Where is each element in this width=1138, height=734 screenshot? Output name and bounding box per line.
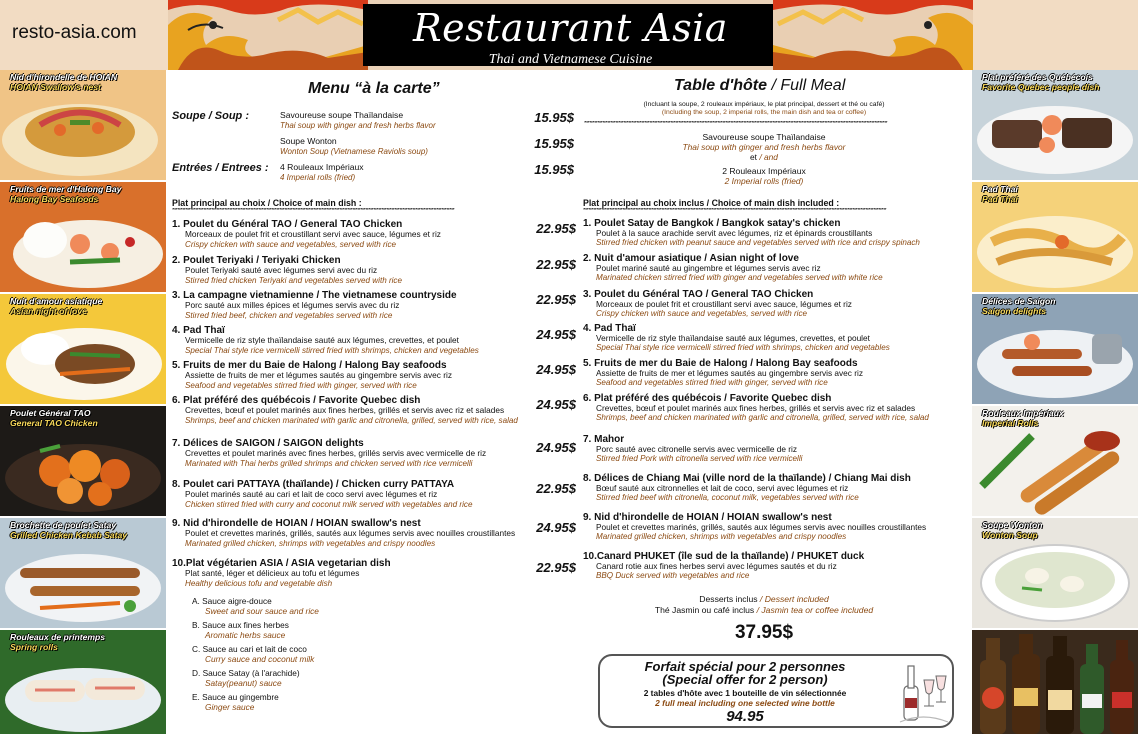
price: 24.95$ [536,520,576,535]
price: 15.95$ [534,136,574,151]
dish-desc-fr: Poulet et crevettes marinés, grillés, sautés aux légumes servis avec nouilles croustillantes [185,528,516,538]
dish-desc-en: Stirred fried Pork with citronella served with rice vermicelli [596,454,803,464]
dish-desc-fr: Crevettes, bœuf et poulet marinés aux fines herbes, grillés et servis avec riz et salades [185,405,505,415]
price: 22.95$ [536,257,576,272]
dish-desc-fr: Assiette de fruits de mer et légumes sautés au gingembre servis avec riz [596,368,864,378]
sauce-option[interactable] [192,596,392,616]
dish-desc-en: Stirred fried beef, chicken and vegetables served with rice [185,310,393,320]
beer-bottles-photo[interactable] [972,630,1138,734]
price: 24.95$ [536,362,576,377]
sauce-name-fr: E. Sauce au gingembre [192,692,279,702]
thai-dragon-ornament-left [168,0,368,70]
menu-dish[interactable] [172,558,576,588]
price: 15.95$ [534,110,574,125]
photo-caption: Plat préféré des Québécois Favorite Quebec people dish [982,72,1100,92]
menu-dish[interactable] [172,219,576,249]
photo-caption: Nuit d'amour asiatique Asian night of love [10,296,103,316]
dish-desc-en: Healthy delicious tofu and vegetable dish [185,578,333,588]
dish-desc-fr: Crevettes, bœuf et poulet marinés aux fines herbes, grillés et servis avec riz et salades [596,403,916,413]
table-d-hote-heading-fr: Table d'hôte [674,77,767,94]
dish-desc-en: Stirred fried beef with citronella, coconut milk, vegetables served with rice [596,493,859,503]
photo-tile[interactable] [0,294,166,404]
dish-desc-en: Marinated with Thai herbs grilled shrimps and chicken served with rice vermicelli [185,458,473,468]
photo-tile[interactable] [972,182,1138,292]
price: 22.95$ [536,292,576,307]
tea-line [580,605,948,615]
dish-desc-fr: Bœuf sauté aux citronnelles et lait de coco, servi avec légumes et riz [596,483,849,493]
dish-desc-fr: Crevettes et poulet marinés avec fines herbes, grillés servis avec vermicelle de riz [185,448,487,458]
photo-tile[interactable] [972,518,1138,628]
dish-desc-en: Marinated grilled chicken, shrimps with vegetables and crispy noodles [596,532,847,542]
sauce-name-fr: D. Sauce Satay (à l'arachide) [192,668,300,678]
entrees-label: Entrées / Entrees : [172,162,269,174]
dish-desc-en: Shrimps, beef and chicken marinated with garlic and citronella, grilled, served with rice, salad [185,415,518,425]
dish-name: 3. La campagne vietnamienne / The vietnamese countryside [172,290,457,301]
dish-desc-fr: Plat santé, léger et délicieux au tofu et légumes [185,568,360,578]
special-offer-box[interactable] [598,654,954,728]
and-connector [580,152,948,162]
menu-dish[interactable] [583,551,971,581]
special-offer-subtitle: (Special offer for 2 person) [662,672,828,687]
dish-name: 1. Poulet Satay de Bangkok / Bangkok satay's chicken [583,218,841,229]
dish-name: 5. Fruits de mer du Baie de Halong / Halong Bay seafoods [172,360,447,371]
right-photo-column [972,70,1138,734]
dish-desc-fr: Poulet Teriyaki sauté avec légumes servi avec du riz [185,265,378,275]
dish-name: 10.Plat végétarien ASIA / ASIA vegetarian dish [172,558,391,569]
photo-tile[interactable] [0,518,166,628]
entree-name-en: 4 Imperial rolls (fried) [280,173,356,182]
included-note-en: (Including the soup, 2 imperial rolls, the main dish and tea or coffee) [661,109,867,116]
sauce-name-fr: B. Sauce aux fines herbes [192,620,289,630]
header [0,0,1138,70]
dish-desc-fr: Poulet à la sauce arachide servit avec légumes, riz et épinards croustillants [596,228,873,238]
sauce-name-fr: C. Sauce au cari et lait de coco [192,644,307,654]
soup-name-fr: Soupe Wonton [280,136,337,146]
dish-desc-en: Seafood and vegetables stirred fried with ginger, served with rice [185,380,417,390]
dish-desc-en: Stirred fried chicken Teriyaki and vegetables served with rice [185,275,402,285]
menu-dish[interactable] [172,518,576,548]
price: 22.95$ [536,560,576,575]
divider-stars: ******************************************************************************************************************** [584,121,888,127]
menu-dish[interactable] [172,255,576,285]
sauce-option[interactable] [192,644,392,664]
dish-name: 9. Nid d'hirondelle de HOIAN / HOIAN swallow's nest [583,512,832,523]
dish-name: 6. Plat préféré des québécois / Favorite Quebec dish [172,395,421,406]
price: 22.95$ [536,221,576,236]
main-dish-heading: Plat principal au choix / Choice of main dish : [172,198,362,208]
dish-name: 10.Canard PHUKET (île sud de la thaïlande) / PHUKET duck [583,551,865,562]
dish-desc-en: Marinated chicken stirred fried with ginger and vegetables served with white rice [596,273,883,283]
photo-tile[interactable] [972,294,1138,404]
hote-rolls-fr: 2 Rouleaux Impériaux [722,166,806,176]
menu-dish[interactable] [172,325,576,355]
menu-dish[interactable] [583,473,971,503]
photo-tile[interactable] [0,406,166,516]
price: 22.95$ [536,481,576,496]
menu-dish[interactable] [583,393,971,423]
dish-desc-en: BBQ Duck served with vegetables and rice [596,571,750,581]
menu-dish[interactable] [172,395,576,425]
dish-name: 2. Poulet Teriyaki / Teriyaki Chicken [172,255,341,266]
soup-row [172,110,574,136]
menu-dish[interactable] [583,289,971,319]
menu-dish[interactable] [583,358,971,388]
included-note-fr: (Incluant la soupe, 2 rouleaux impériaux, le plat principal, dessert et thé ou café) [643,101,885,108]
hote-rolls-en: 2 Imperial rolls (fried) [724,176,804,186]
table-d-hote-heading [674,77,845,95]
entrees-row [172,162,574,188]
menu-dish[interactable] [583,512,971,542]
sauce-option[interactable] [192,668,392,688]
menu-dish[interactable] [172,438,576,468]
photo-caption: Rouleaux Impériaux Imperial Rolls [982,408,1064,428]
dish-name: 2. Nuit d'amour asiatique / Asian night of love [583,253,799,264]
sauce-name-en: Aromatic herbs sauce [205,630,286,640]
special-offer-desc-fr: 2 tables d'hôte avec 1 bouteille de vin sélectionnée [643,688,847,698]
dish-name: 9. Nid d'hirondelle de HOIAN / HOIAN swallow's nest [172,518,421,529]
dish-name: 8. Poulet cari PATTAYA (thaïlande) / Chicken curry PATTAYA [172,479,455,490]
restaurant-subtitle: Thai and Vietnamese Cuisine [488,52,653,67]
dessert-line [580,594,948,604]
dish-desc-fr: Canard rotie aux fines herbes servi avec légumes sautés et du riz [596,561,837,571]
sauce-option[interactable] [192,692,392,712]
a-la-carte-heading: Menu “à la carte” [308,80,440,97]
beer-bottles-image [972,630,1138,734]
photo-tile[interactable] [972,406,1138,516]
photo-caption: Fruits de mer d'Halong Bay Halong Bay Seafoods [10,184,122,204]
photo-caption: Poulet Général TAO General TAO Chicken [10,408,98,428]
divider-stars: ******************************************************************************************************************** [583,208,887,214]
dessert-fr: Desserts inclus [699,594,758,604]
menu-dish[interactable] [583,323,971,353]
header-banner [168,0,973,70]
dish-desc-fr: Poulet et crevettes marinés, grillés, sautés aux légumes servis avec nouilles croustillantes [596,522,927,532]
wine-bottle-glasses-icon [896,660,950,724]
sauce-name-en: Curry sauce and coconut milk [205,654,315,664]
entree-name-fr: 4 Rouleaux Impériaux [280,162,364,172]
and-fr: et [750,152,758,162]
tea-en: / Jasmin tea or coffee included [754,605,874,615]
hote-main-heading-block [583,198,971,214]
title-panel [363,4,778,66]
price: 15.95$ [534,162,574,177]
dish-desc-fr: Morceaux de poulet frit et croustillant servi avec sauce, légumes et riz [185,229,441,239]
menu-dish[interactable] [172,479,576,509]
dish-name: 7. Mahor [583,434,625,445]
special-offer-title: Forfait spécial pour 2 personnes [644,659,846,674]
dish-name: 4. Pad Thaï [172,325,225,336]
table-d-hote-heading-en: / Full Meal [767,77,846,94]
site-url[interactable]: resto-asia.com [12,22,137,43]
dish-desc-en: Crispy chicken with sauce and vegetables, served with rice [596,309,807,319]
price: 24.95$ [536,397,576,412]
soup-name-en: Thai soup with ginger and fresh herbs flavor [280,121,436,130]
dish-name: 5. Fruits de mer du Baie de Halong / Halong Bay seafoods [583,358,858,369]
dish-desc-fr: Morceaux de poulet frit et croustillant servi avec sauce, légumes et riz [596,299,852,309]
dish-desc-en: Stirred fried chicken with peanut sauce and vegetables served with rice and crispy spinach [596,238,920,248]
dish-desc-en: Seafood and vegetables stirred fried with ginger, served with rice [596,378,828,388]
special-offer-price: 94.95 [726,708,764,725]
photo-tile[interactable] [972,70,1138,180]
dish-desc-fr: Assiette de fruits de mer et légumes sautés au gingembre servis avec riz [185,370,453,380]
menu-dish[interactable] [583,434,971,464]
table-d-hote-section [580,70,972,734]
photo-caption: Brochette de poulet Satay Grilled Chicken Kebab Satay [10,520,128,540]
dish-name: 6. Plat préféré des québécois / Favorite Quebec dish [583,393,832,404]
hote-soup-en: Thai soup with ginger and fresh herbs flavor [682,142,846,152]
dish-desc-fr: Porc sauté aux milles épices et légumes servis avec du riz [185,300,400,310]
divider-stars: ************************************************************************************************************ [172,208,455,214]
dish-desc-en: Marinated grilled chicken, shrimps with vegetables and crispy noodles [185,538,436,548]
menu-dish[interactable] [583,253,971,283]
sauce-name-fr: A. Sauce aigre-douce [192,596,272,606]
soup-label: Soupe / Soup : [172,110,249,122]
soup-row [172,136,574,162]
dish-desc-fr: Porc sauté avec citronelle servis avec vermicelle de riz [596,444,798,454]
left-photo-column [0,70,166,734]
dish-name: 4. Pad Thaï [583,323,636,334]
menu-dish[interactable] [172,290,576,320]
table-d-hote-price: 37.95$ [734,622,794,643]
photo-caption: Rouleaux de printemps Spring rolls [10,632,106,652]
soup-name-en: Wonton Soup (Vietnamese Raviolis soup) [280,147,428,156]
sauce-name-en: Satay(peanut) sauce [205,678,282,688]
main-dish-heading-block [172,198,572,214]
photo-tile[interactable] [0,182,166,292]
dish-desc-fr: Vermicelle de riz style thaïlandaise sauté aux légumes, crevettes, et poulet [596,333,870,343]
dish-name: 8. Délices de Chiang Mai (ville nord de la thaïlande) / Chiang Mai dish [583,473,911,484]
photo-tile[interactable] [0,70,166,180]
tea-fr: Thé Jasmin ou café inclus [654,605,755,615]
dish-name: 7. Délices de SAIGON / SAIGON delights [172,438,364,449]
photo-caption: Délices de Saigon Saigon delights [982,296,1056,316]
thai-dragon-ornament-right [773,0,973,70]
dish-desc-en: Chicken stirred fried with curry and coconut milk served with vegetables and rice [185,499,473,509]
dish-desc-en: Shrimps, beef and chicken marinated with garlic and citronella, grilled, served with rice, salad [596,413,929,423]
hote-soup-fr: Savoureuse soupe Thaïlandaise [702,132,826,142]
menu-dish[interactable] [172,360,576,390]
sauce-name-en: Ginger sauce [205,702,255,712]
price: 24.95$ [536,327,576,342]
restaurant-title: Restaurant Asia [413,6,728,50]
dish-name: 1. Poulet du Général TAO / General TAO Chicken [172,219,403,230]
photo-caption: Pad Thai Pad Thai [982,184,1018,204]
photo-caption: Nid d'hirondelle de HOIAN HOIAN Swallow's nest [10,72,118,92]
sauce-option[interactable] [192,620,392,640]
hote-main-heading: Plat principal au choix inclus / Choice of main dish included : [583,198,840,208]
menu-dish[interactable] [583,218,971,248]
dish-desc-en: Crispy chicken with sauce and vegetables, served with rice [185,239,396,249]
photo-tile[interactable] [0,630,166,734]
soup-name-fr: Savoureuse soupe Thaïlandaise [280,110,404,120]
and-en: / and [757,152,778,162]
dish-desc-en: Special Thai style rice vermicelli stirred fried with shrimps, chicken and vegetables [185,345,479,355]
dish-desc-fr: Poulet mariné sauté au gingembre et légumes servis avec riz [596,263,821,273]
price: 24.95$ [536,440,576,455]
a-la-carte-section [168,70,578,734]
dish-desc-en: Special Thai style rice vermicelli stirred fried with shrimps, chicken and vegetables [596,343,890,353]
dish-desc-fr: Vermicelle de riz style thaïlandaise sauté aux légumes, crevettes, et poulet [185,335,459,345]
sauce-name-en: Sweet and sour sauce and rice [205,606,319,616]
dish-desc-fr: Poulet marinés sauté au cari et lait de coco servi avec légumes et riz [185,489,438,499]
dish-name: 3. Poulet du Général TAO / General TAO Chicken [583,289,814,300]
dessert-en: / Dessert included [757,594,829,604]
special-offer-desc-en: 2 full meal including one selected wine bottle [655,698,835,708]
photo-caption: Soupe Wonton Wonton Soup [982,520,1043,540]
